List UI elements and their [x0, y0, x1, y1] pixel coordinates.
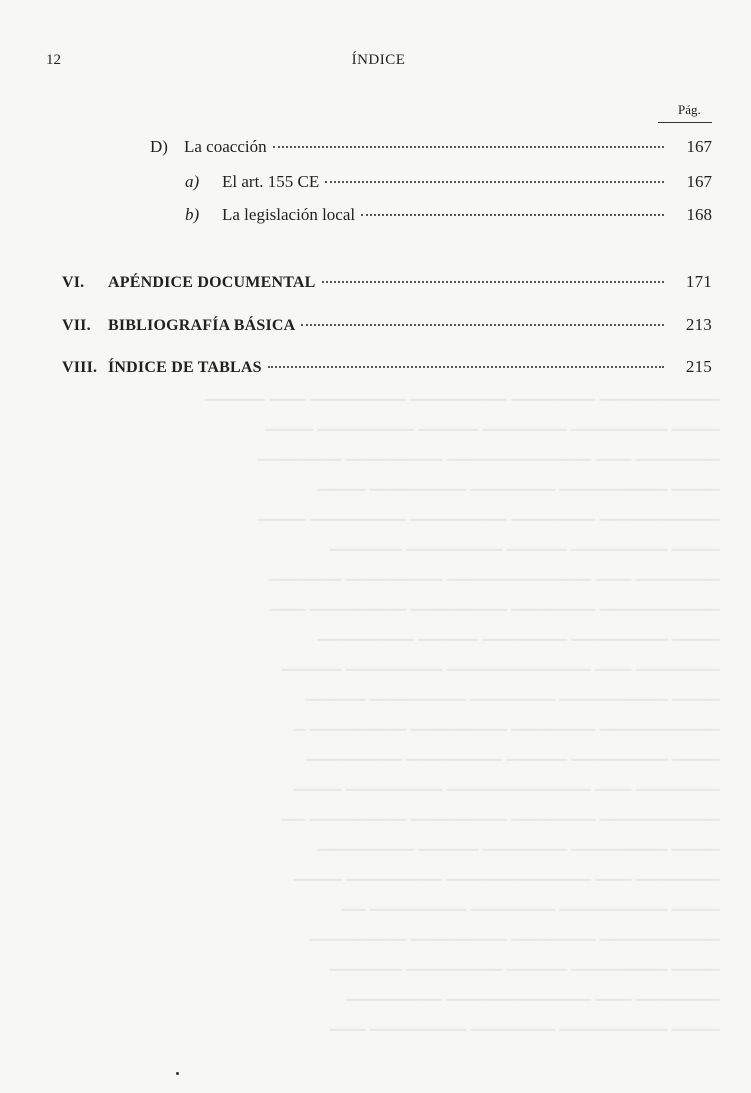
page-column-rule [658, 122, 712, 123]
toc-entry-prefix: b) [185, 205, 200, 224]
toc-entry-prefix: VI. [62, 274, 85, 291]
leader-dots [268, 366, 664, 368]
toc-entry-prefix: D) [150, 137, 168, 156]
leader-dots [325, 181, 664, 183]
toc-entry-page: 213 [685, 315, 712, 334]
toc-entry-label: APÉNDICE DOCUMENTAL [108, 274, 316, 291]
toc-entry-page: 167 [686, 172, 712, 191]
toc-entry-art155 [185, 172, 712, 192]
toc-entry-label: La legislación local [222, 205, 356, 224]
toc-entry-coaccion [150, 137, 712, 157]
toc-entry-page: 171 [685, 272, 712, 291]
toc-entry-prefix: VIII. [62, 359, 98, 376]
leader-dots [361, 214, 664, 216]
toc-entry-label: La coacción [184, 137, 267, 156]
toc-entry-page: 167 [686, 137, 712, 156]
toc-entry-bibliografia [62, 315, 712, 335]
running-title: ÍNDICE [351, 52, 406, 68]
toc-entry-page: 168 [686, 205, 712, 224]
stray-ink-mark [176, 1072, 179, 1075]
toc-entry-label: BIBLIOGRAFÍA BÁSICA [108, 317, 296, 334]
leader-dots [301, 324, 664, 326]
toc-entry-label: ÍNDICE DE TABLAS [108, 359, 262, 376]
toc-entry-page: 215 [685, 357, 712, 376]
toc-entry-legislacion-local [185, 205, 712, 225]
bleed-through-texture: ────────── ─────── ──────── ──────── ─── ───── ──── ──────── ─────── ───── ──────── ──── ─────── ─── ──────────── ──────── ─────── ──── ───────── ─────── ──────── ──── ────────── ─────── ──────── ──────── ──── ──── ──────── ───── ──────── ────── ─────── ─── ──────────── ──────── ────── ────────── ─────── ──────── ──────── ─── ──── ──────── ─────── ───── ──────── ─────── ─── ──────────── ──────── ───── ──── ───────── ─────── ──────── ───── ────────── ─────── ──────── ──────── ─ ──── ──────── ───── ──────── ──────── ─────── ─── ──────────── ──────── ──── ────────── ─────── ──────── ──────── ── ──── ──────── ─────── ───── ──────── ─────── ─── ──────────── ──────── ──── ──── ───────── ─────── ──────── ── ────────── ─────── ──────── ──────── ──── ──────── ───── ──────── ────── ─────── ─── ──────────── ──────── ──── ───────── ─────── ──────── ─── [204, 390, 720, 1039]
toc-entry-indice-tablas [62, 357, 712, 377]
toc-entry-apendice [62, 272, 712, 292]
page-number: 12 [46, 52, 61, 68]
toc-entry-label: El art. 155 CE [222, 172, 320, 191]
leader-dots [273, 146, 664, 148]
page-header [46, 52, 711, 74]
toc-entry-prefix: a) [185, 172, 200, 191]
toc-entry-prefix: VII. [62, 317, 91, 334]
leader-dots [322, 281, 664, 283]
page-column-label: Pág. [678, 102, 701, 117]
